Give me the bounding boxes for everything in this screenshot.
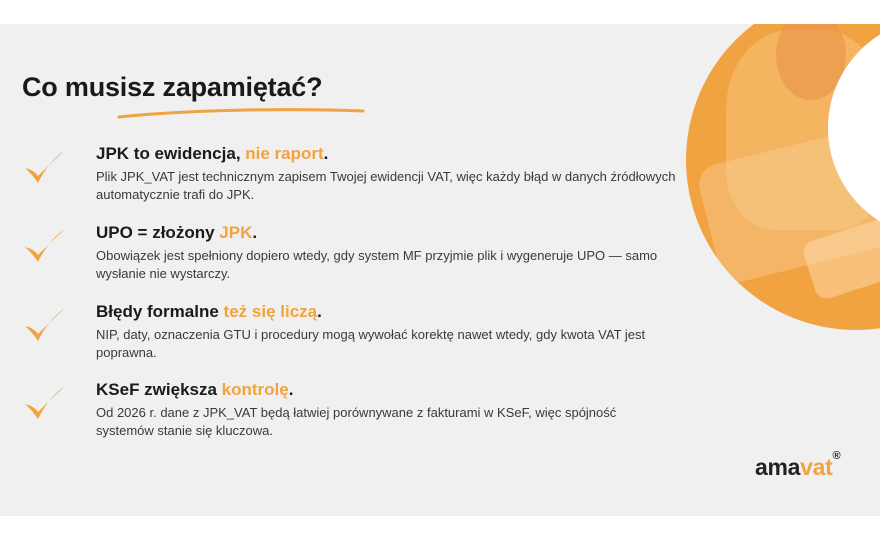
list-item xyxy=(22,302,682,372)
item-heading: Błędy formalne też się liczą. xyxy=(96,302,322,321)
list-item xyxy=(22,380,682,450)
item-heading: UPO = złożony JPK. xyxy=(96,223,258,242)
list-item xyxy=(22,144,682,214)
item-description: Plik JPK_VAT jest technicznym zapisem Twojej ewidencji VAT, więc każdy błąd w danych źródłowych automatycznie trafi do JPK. xyxy=(96,169,676,202)
check-icon xyxy=(22,148,68,188)
check-icon xyxy=(22,227,68,267)
list-item xyxy=(22,223,682,293)
item-heading: JPK to ewidencja, nie raport. xyxy=(96,144,329,163)
decorative-photo-ring xyxy=(686,24,880,330)
check-icon xyxy=(22,384,68,424)
check-icon xyxy=(22,306,68,346)
item-description: NIP, daty, oznaczenia GTU i procedury mogą wywołać korektę nawet wtedy, gdy kwota VAT jest poprawna. xyxy=(96,327,646,360)
title-underline-icon xyxy=(116,106,366,120)
item-heading: KSeF zwiększa kontrolę. xyxy=(96,380,294,399)
slide xyxy=(0,24,880,516)
item-description: Od 2026 r. dane z JPK_VAT będą łatwiej porównywane z fakturami w KSeF, więc spójność systemów stanie się kluczowa. xyxy=(96,405,617,438)
page-title: Co musisz zapamiętać? xyxy=(22,72,323,102)
brand-logo: amavat® xyxy=(755,450,841,480)
item-description: Obowiązek jest spełniony dopiero wtedy, gdy system MF przyjmie plik i wygeneruje UPO — samo wysłanie nie wystarczy. xyxy=(96,248,658,281)
